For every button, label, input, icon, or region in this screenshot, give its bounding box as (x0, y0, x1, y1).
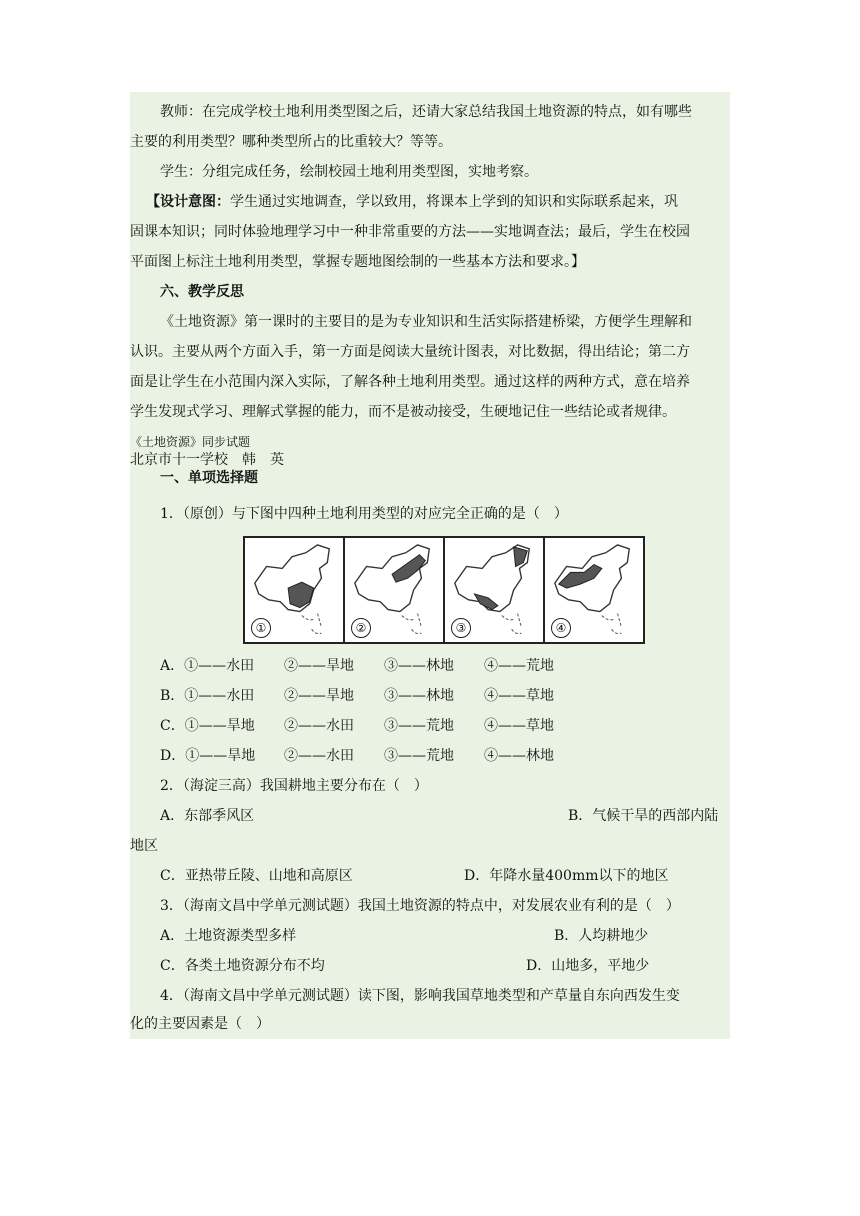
question-2: 2．（海淀三高）我国耕地主要分布在（ ） (160, 778, 428, 794)
question-1: 1．（原创）与下图中四种土地利用类型的对应完全正确的是（ ） (160, 506, 568, 522)
design-intent-text: 学生通过实地调查，学以致用，将课本上学到的知识和实际联系起来，巩 (230, 194, 678, 210)
reflection-line1: 《土地资源》第一课时的主要目的是为专业知识和生活实际搭建桥梁，方便学生理解和 (160, 314, 692, 330)
design-intent-line2: 固课本知识；同时体验地理学习中一种非常重要的方法——实地调查法；最后，学生在校园 (130, 224, 690, 240)
map-label-2: ② (351, 618, 371, 638)
document-page (130, 92, 730, 1039)
question-4-line2: 化的主要因素是（ ） (130, 1016, 270, 1032)
quiz-title: 《土地资源》同步试题 (130, 435, 251, 449)
map-label-4: ④ (551, 618, 571, 638)
reflection-line4: 学生发现式学习、理解式掌握的能力，而不是被动接受，生硬地记住一些结论或者规律。 (130, 404, 676, 420)
q3-option-b: B．人均耕地少 (554, 928, 649, 944)
teacher-paragraph-line1: 教师：在完成学校土地利用类型图之后，还请大家总结我国土地资源的特点，如有哪些 (160, 104, 692, 120)
china-land-use-maps (243, 536, 645, 644)
quiz-author: 北京市十一学校 韩 英 (130, 452, 284, 468)
reflection-line2: 认识。主要从两个方面入手，第一方面是阅读大量统计图表，对比数据，得出结论；第二方 (130, 344, 690, 360)
map-label-3: ③ (451, 618, 471, 638)
q3-option-c: C．各类土地资源分布不均 (160, 958, 325, 974)
q1-option-c: C．①——旱地 ②——水田 ③——荒地 ④——草地 (160, 718, 554, 734)
map-label-1: ① (251, 618, 271, 638)
map-panel-2 (345, 538, 445, 642)
reflection-line3: 面是让学生在小范围内深入实际，了解各种土地利用类型。通过这样的两种方式，意在培养 (130, 374, 690, 390)
map-panel-1 (245, 538, 345, 642)
design-intent-label: 【设计意图： (146, 194, 230, 210)
q1-option-d: D．①——旱地 ②——水田 ③——荒地 ④——林地 (160, 748, 554, 764)
design-intent-line3: 平面图上标注土地利用类型，掌握专题地图绘制的一些基本方法和要求。】 (130, 254, 585, 270)
section-heading-reflection: 六、教学反思 (160, 284, 244, 300)
question-3: 3．（海南文昌中学单元测试题）我国土地资源的特点中，对发展农业有利的是（ ） (160, 898, 680, 914)
q2-option-b: B．气候干旱的西部内陆 (568, 808, 719, 824)
q2-option-c: C．亚热带丘陵、山地和高原区 (160, 868, 353, 884)
q2-option-a: A．东部季风区 (160, 808, 255, 824)
question-4-line1: 4．（海南文昌中学单元测试题）读下图，影响我国草地类型和产草量自东向西发生变 (160, 988, 680, 1004)
design-intent-line1 (146, 192, 678, 212)
q1-option-a: A．①——水田 ②——旱地 ③——林地 ④——荒地 (160, 658, 554, 674)
student-paragraph: 学生：分组完成任务，绘制校园土地利用类型图，实地考察。 (160, 164, 538, 180)
section-heading-single-choice: 一、单项选择题 (160, 470, 258, 486)
map-panel-3 (445, 538, 545, 642)
q3-option-a: A．土地资源类型多样 (160, 928, 297, 944)
teacher-paragraph-line2: 主要的利用类型？哪种类型所占的比重较大？等等。 (130, 134, 452, 150)
map-panel-4 (545, 538, 643, 642)
q3-option-d: D．山地多，平地少 (526, 958, 650, 974)
q2-option-b-continued: 地区 (130, 838, 158, 854)
q2-option-d: D．年降水量400mm以下的地区 (464, 868, 669, 884)
q1-option-b: B．①——水田 ②——旱地 ③——林地 ④——草地 (160, 688, 554, 704)
